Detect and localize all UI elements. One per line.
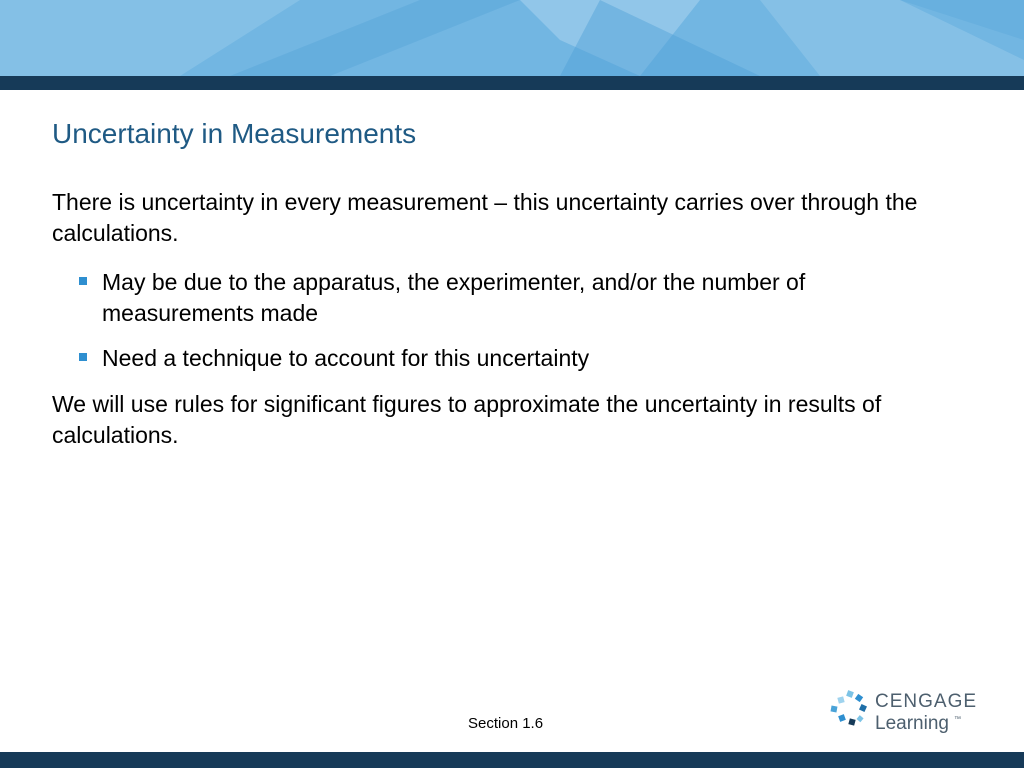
paragraph-intro: There is uncertainty in every measurement – this uncertainty carries over through the calculations. [52, 189, 918, 246]
cengage-logo [830, 690, 990, 740]
section-label: Section 1.6 [468, 715, 544, 732]
bullet-item [102, 267, 932, 329]
bullet-item [102, 343, 932, 374]
square-bullet-icon [79, 277, 87, 285]
logo-trademark: ™ [954, 716, 961, 723]
square-bullet-icon [79, 353, 87, 361]
cengage-mark-icon [830, 690, 870, 730]
paragraph-conclusion: We will use rules for significant figures to approximate the uncertainty in results of calculations. [52, 391, 882, 448]
logo-text-learning: Learning [875, 713, 949, 734]
bottom-divider-bar [0, 752, 1024, 768]
top-divider-bar [0, 76, 1024, 90]
bullet-text: Need a technique to account for this uncertainty [102, 345, 590, 371]
logo-text-cengage: CENGAGE [875, 691, 978, 712]
banner-graphic [0, 0, 1024, 76]
slide-title: Uncertainty in Measurements [52, 118, 417, 149]
bullet-text: May be due to the apparatus, the experimenter, and/or the number of measurements made [102, 269, 806, 326]
top-banner [0, 0, 1024, 76]
